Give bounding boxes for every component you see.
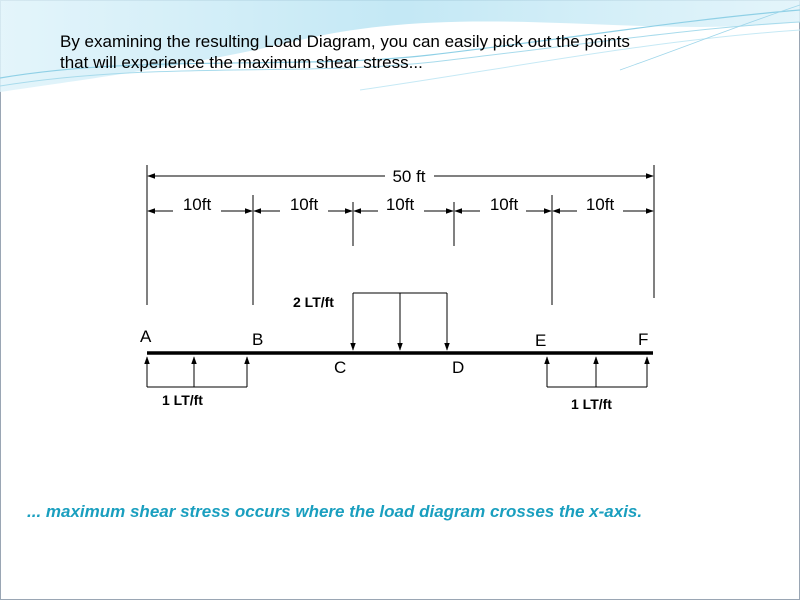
left-upward-load bbox=[147, 357, 247, 387]
conclusion-text: ... maximum shear stress occurs where the load diagram crosses the x-axis. bbox=[27, 502, 643, 521]
extension-lines bbox=[147, 165, 654, 305]
point-label-e: E bbox=[535, 331, 547, 350]
left-load-label: 1 LT/ft bbox=[162, 392, 203, 408]
right-upward-load bbox=[547, 357, 647, 387]
segment-label-ab: 10ft bbox=[182, 195, 212, 214]
point-label-f: F bbox=[638, 330, 649, 349]
slide-heading: By examining the resulting Load Diagram, you can easily pick out the points that will experience the maximum shear stress... bbox=[60, 32, 630, 72]
segment-label-bc: 10ft bbox=[289, 195, 319, 214]
total-span-label: 50 ft bbox=[392, 167, 426, 186]
point-label-a: A bbox=[140, 327, 152, 346]
point-label-c: C bbox=[334, 358, 347, 377]
segment-label-ef: 10ft bbox=[585, 195, 615, 214]
total-span-dimension bbox=[148, 167, 653, 186]
segment-label-cd: 10ft bbox=[385, 195, 415, 214]
point-label-b: B bbox=[252, 330, 264, 349]
center-load-label: 2 LT/ft bbox=[293, 294, 334, 310]
center-downward-load bbox=[353, 293, 447, 350]
segment-dimensions bbox=[148, 195, 653, 214]
segment-label-de: 10ft bbox=[489, 195, 519, 214]
point-label-d: D bbox=[452, 358, 465, 377]
right-load-label: 1 LT/ft bbox=[571, 396, 612, 412]
